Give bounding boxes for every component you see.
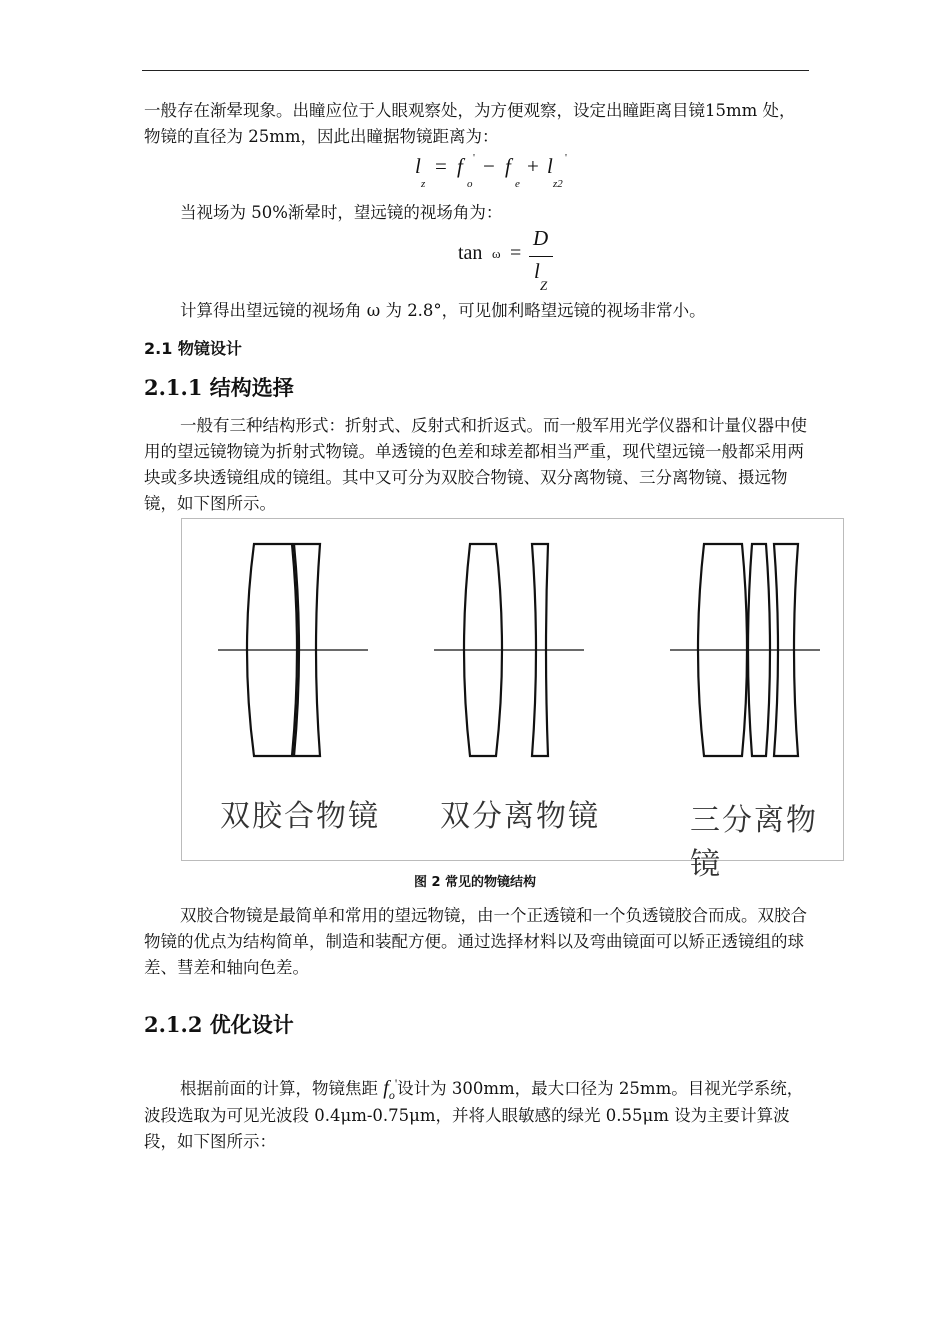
heading-2-1-2: 2.1.2 优化设计: [144, 1012, 294, 1037]
label-triplet: 三分离物镜: [690, 803, 818, 882]
label-separated-doublet: 双分离物镜: [440, 799, 600, 834]
field-angle-equation: tan ω = D l Z: [458, 226, 568, 296]
label-doublet: 双胶合物镜: [220, 799, 380, 834]
design-paragraph: 根据前面的计算，物镜焦距 $f_o'$设计为 300mm，最大口径为 25mm。目视光学系统，波段选取为可见光波段 0.4μm-0.75μm，并将人眼敏感的绿光 0.55μm 设为主要计算波段，如下图所示：: [144, 1076, 804, 1151]
heading-2-1: 2.1 物镜设计: [144, 339, 242, 358]
header-rule: [142, 70, 809, 71]
figure-caption: 图 2 常见的物镜结构: [413, 875, 537, 890]
doublet-paragraph: 双胶合物镜是最简单和常用的望远物镜，由一个正透镜和一个负透镜胶合而成。双胶合物镜的优点为结构简单，制造和装配方便。通过选择材料以及弯曲镜面可以矫正透镜组的球差、彗差和轴向色差。: [144, 906, 807, 977]
intro-paragraph: 一般存在渐晕现象。出瞳应位于人眼观察处，为方便观察，设定出瞳距离目镜15mm 处，物镜的直径为 25mm，因此出瞳据物镜距离为：: [144, 101, 796, 146]
fov-intro-paragraph: 当视场为 50%渐晕时，望远镜的视场角为：: [180, 203, 503, 222]
exit-pupil-equation: l z = f ' o − f e + l ' z2: [415, 152, 567, 190]
focal-length-symbol: $f_o'$: [383, 1076, 398, 1102]
objective-structures-figure: [181, 518, 844, 882]
structure-paragraph: 一般有三种结构形式：折射式、反射式和折返式。而一般军用光学仪器和计量仪器中使用的望远镜物镜为折射式物镜。单透镜的色差和球差都相当严重，现代望远镜一般都采用两块或多块透镜组成的镜组。其中又可分为双胶合物镜、双分离物镜、三分离物镜、摄远物镜，如下图所示。: [144, 416, 807, 513]
fov-result-paragraph: 计算得出望远镜的视场角 ω 为 2.8°，可见伽利略望远镜的视场非常小。: [180, 301, 706, 320]
heading-2-1-1: 2.1.1 结构选择: [144, 375, 294, 400]
